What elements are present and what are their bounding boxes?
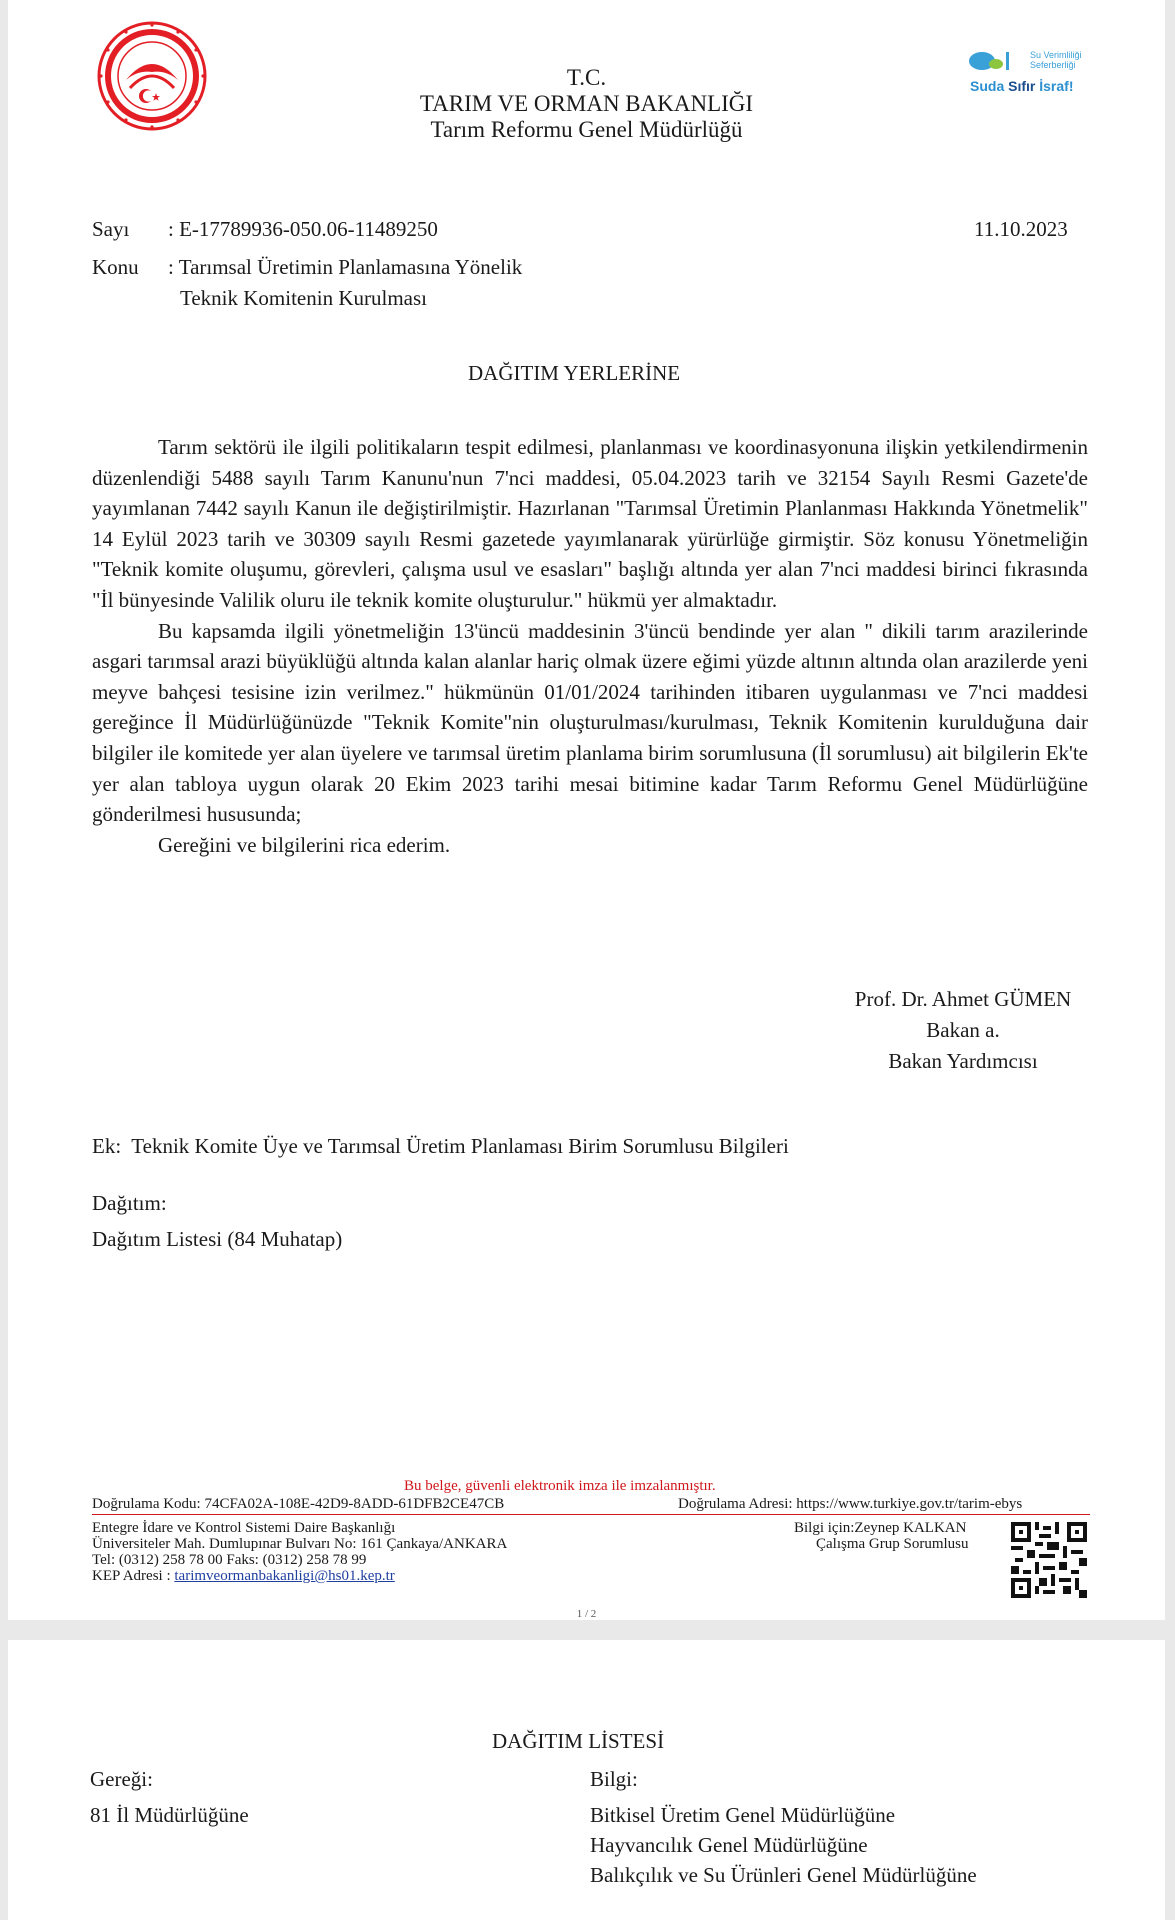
konu-line-2: Teknik Komitenin Kurulması (180, 286, 427, 310)
paragraph-1: Tarım sektörü ile ilgili politikaların tespit edilmesi, planlanması ve koordinasyonuna ilişkin yetkilendirmenin düzenlendiği 5488 sayılı Tarım Kanunu'nun 7'nci maddesi, 05.04.2023 tarih ve 32154 Sayılı Resmi Gazete'de yayımlanan 7442 sayılı Kanun ile değiştirilmiştir. Hazırlanan "Tarımsal Üretimin Planlanması Hakkında Yönetmelik" 14 Eylül 2023 tarih ve 30309 sayılı Resmi gazetede yayımlanarak yürürlüğe girmiştir. Söz konusu Yönetmeliğin "Teknik komite oluşumu, görevleri, çalışma usul ve esasları" başlığı altında yer alan 7'nci maddesi birinci fıkrasında "İl bünyesinde Valilik oluru ile teknik komite oluşturulur." hükmü yer almaktadır. (92, 435, 1088, 612)
sayi-value: : E-17789936-050.06-11489250 (168, 217, 438, 241)
footer-dept: Entegre İdare ve Kontrol Sistemi Daire Başkanlığı (92, 1520, 396, 1536)
footer-address: Üniversiteler Mah. Dumlupınar Bulvarı No: 161 Çankaya/ANKARA (92, 1536, 508, 1552)
signer-name: Prof. Dr. Ahmet GÜMEN (854, 987, 1072, 1011)
document-date: 11.10.2023 (974, 217, 1068, 241)
header-tc: T.C. (566, 65, 607, 90)
esign-notice: Bu belge, güvenli elektronik imza ile imzalanmıştır. (404, 1478, 716, 1494)
verification-code: Doğrulama Kodu: 74CFA02A-108E-42D9-8ADD-61DFB2CE47CB (92, 1496, 505, 1512)
gereği-label: Gereği: (90, 1767, 153, 1791)
verification-address: Doğrulama Adresi: https://www.turkiye.gov.tr/tarim-ebys (678, 1496, 1023, 1512)
kep-link[interactable]: tarimveormanbakanligi@hs01.kep.tr (174, 1568, 395, 1584)
distribution-label: Dağıtım: (92, 1191, 167, 1215)
qr-code-icon (1011, 1522, 1087, 1598)
sayi-label: Sayı (92, 217, 130, 241)
campaign-small-text: Su Verimliliği Seferberliği (1030, 50, 1082, 70)
signer-on-behalf: Bakan a. (926, 1018, 1000, 1042)
water-drop-icon (968, 48, 1028, 74)
info-contact: Bilgi için:Zeynep KALKAN (794, 1520, 967, 1536)
konu-label: Konu (92, 255, 139, 279)
bilgi-label: Bilgi: (590, 1767, 638, 1791)
header-directorate: Tarım Reformu Genel Müdürlüğü (430, 117, 743, 142)
bilgi-item: Balıkçılık ve Su Ürünleri Genel Müdürlüğüne (590, 1863, 977, 1887)
document-page-2 (8, 1640, 1165, 1920)
header-ministry: TARIM VE ORMAN BAKANLIĞI (419, 91, 754, 116)
paragraph-3: Gereğini ve bilgilerini rica ederim. (158, 832, 451, 857)
distribution-value: Dağıtım Listesi (84 Muhatap) (92, 1227, 343, 1251)
page-number: 1 / 2 (576, 1608, 597, 1620)
bilgi-item: Bitkisel Üretim Genel Müdürlüğüne (590, 1803, 896, 1827)
distribution-list-title: DAĞITIM LİSTESİ (492, 1729, 665, 1753)
attachment-line: Ek: Teknik Komite Üye ve Tarımsal Üretim Planlaması Birim Sorumlusu Bilgileri (92, 1134, 789, 1158)
info-role: Çalışma Grup Sorumlusu (816, 1536, 969, 1552)
addressee: DAĞITIM YERLERİNE (468, 361, 681, 385)
footer-divider (92, 1514, 1090, 1515)
document-page-1 (8, 0, 1165, 1620)
konu-line-1: : Tarımsal Üretimin Planlamasına Yönelik (168, 255, 523, 279)
footer-phone: Tel: (0312) 258 78 00 Faks: (0312) 258 78 99 (92, 1552, 367, 1568)
signer-title: Bakan Yardımcısı (888, 1049, 1038, 1073)
gereği-item: 81 İl Müdürlüğüne (90, 1803, 249, 1827)
bilgi-item: Hayvancılık Genel Müdürlüğüne (590, 1833, 868, 1857)
footer-kep: KEP Adresi : tarimveormanbakanligi@hs01.kep.tr (92, 1568, 395, 1584)
paragraph-2: Bu kapsamda ilgili yönetmeliğin 13'üncü maddesinin 3'üncü bendinde yer alan " dikili tarım arazilerinde asgari tarımsal arazi büyüklüğü altında kalan alanlar hariç olmak üzere eğimi yüzde altının altında olan arazilerde yeni meyve bahçesi tesisine izin verilmez." hükmünün 01/01/2024 tarihinden itibaren uygulanması ve 7'nci maddesi gereğince İl Müdürlüğünüzde "Teknik Komite"nin oluşturulması/kurulması, Teknik Komitenin kurulduğuna dair bilgiler ile komitede yer alan üyelere ve tarımsal üretim planlama birim sorumlusuna (İl sorumlusu) ait bilgilerin Ek'te yer alan tabloya uygun olarak 20 Ekim 2023 tarihi mesai bitimine kadar Tarım Reformu Genel Müdürlüğüne gönderilmesi hususunda; (92, 618, 1088, 827)
letter-body (92, 432, 1088, 860)
campaign-slogan: Suda Sıfır İsraf! (970, 78, 1074, 94)
